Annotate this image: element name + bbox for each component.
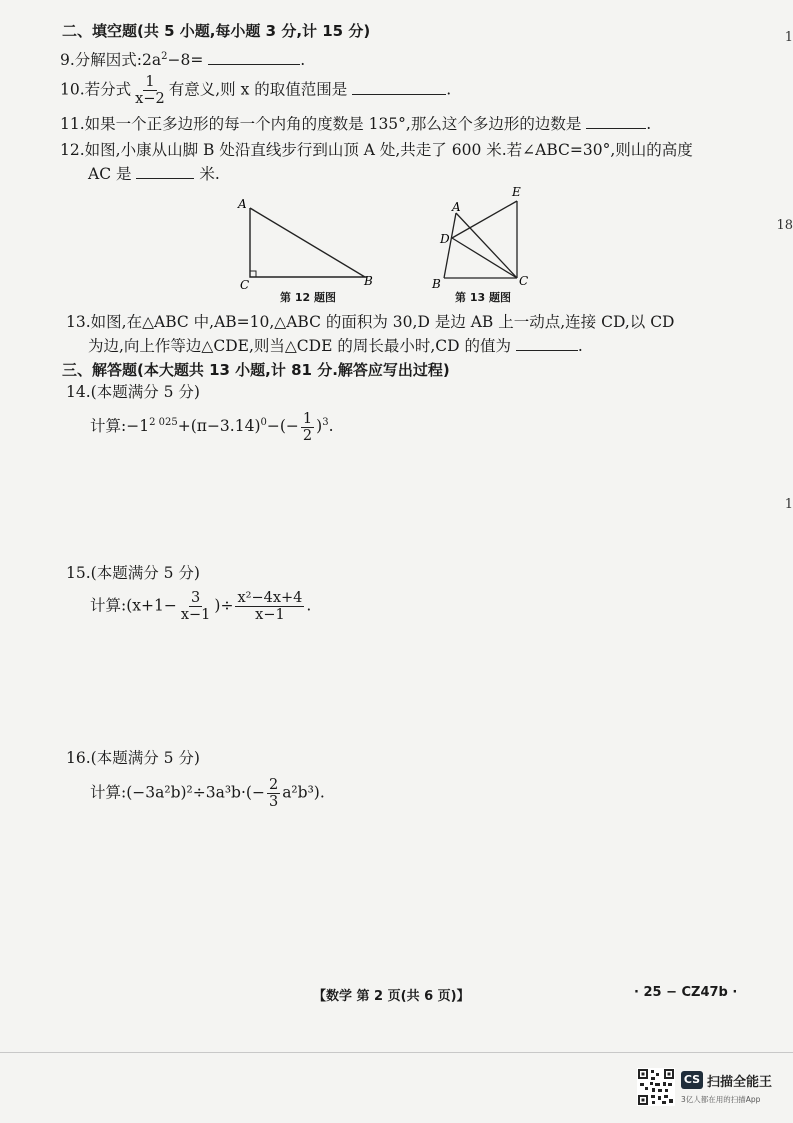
question-14-head: 14.(本题满分 5 分)	[66, 383, 200, 401]
scanner-subtitle: 3亿人都在用的扫描App	[681, 1095, 761, 1104]
question-9: 9.分解因式$:2a^2-8=$ .	[60, 44, 305, 73]
question-16-expr	[90, 777, 325, 810]
question-13-line2: 为边,向上作等边△CDE,则当△CDE 的周长最小时,CD 的值为 .	[88, 333, 583, 359]
q16-post: a²b³).	[282, 783, 325, 802]
q10-fraction	[133, 74, 167, 107]
q15-num1: 3	[191, 590, 201, 606]
q10-den: x−2	[135, 91, 165, 107]
answer-blank-13[interactable]	[516, 334, 578, 351]
fig12-right-angle	[250, 271, 256, 277]
q14-end: .	[328, 417, 334, 436]
q15-pre: 计算:(x+1−	[90, 596, 177, 615]
q15-den2: x−1	[255, 607, 285, 623]
q12-line2-pre: AC 是	[88, 165, 132, 183]
question-10: 10.若分式 $\frac{1}{x-2}$ 有意义,则 x 的取值范围是 .	[60, 74, 452, 107]
q9-sup: 2	[161, 51, 168, 62]
footer-code: · 25 − CZ47b ·	[634, 985, 738, 1000]
fig12-label-C: C	[240, 278, 250, 292]
q14-exp: 2 025	[149, 417, 178, 428]
side-number-top: 1	[784, 30, 793, 45]
q15-mid: )÷	[214, 596, 234, 615]
q14-exp0: 0	[260, 417, 267, 428]
q10-pre: 10.若分式	[60, 80, 132, 99]
fig12-label-A: A	[238, 197, 247, 211]
q14-num: 1	[302, 410, 313, 427]
q13-line2-pre: 为边,向上作等边△CDE,则当△CDE 的周长最小时,CD 的值为	[88, 337, 511, 355]
q15-fraction-2	[235, 590, 304, 623]
q10-num: 1	[145, 74, 155, 90]
scanner-logo-icon: CS	[681, 1071, 703, 1089]
answer-blank-11[interactable]	[586, 112, 646, 129]
fig12-label-B: B	[364, 274, 373, 288]
q12-line2-post: 米.	[199, 165, 220, 183]
q16-pre: 计算:(−3a²b)²÷3a³b·(−	[90, 783, 265, 802]
q15-fraction-1	[179, 590, 213, 623]
q11-text: 11.如果一个正多边形的每一个内角的度数是 135°,那么这个多边形的边数是	[60, 115, 582, 133]
q16-num: 2	[268, 777, 279, 793]
q14-mid: +(π−3.14)	[177, 417, 261, 436]
section-2-title: 二、填空题(共 5 小题,每小题 3 分,计 15 分)	[62, 22, 371, 40]
page-divider	[0, 1052, 793, 1053]
side-number-bottom: 1	[784, 497, 793, 512]
q15-den1: x−1	[180, 607, 211, 623]
q14-exp3: 3	[322, 417, 329, 428]
footer-page-info: 【数学 第 2 页(共 6 页)】	[313, 989, 470, 1004]
question-11: 11.如果一个正多边形的每一个内角的度数是 135°,那么这个多边形的边数是 .	[60, 111, 651, 137]
q15-num2: x²−4x+4	[237, 590, 303, 606]
qr-code-icon	[637, 1068, 675, 1106]
question-13-line1: 13.如图,在△ABC 中,AB=10,△ABC 的面积为 30,D 是边 AB 上一动点,连接 CD,以 CD	[66, 313, 675, 331]
answer-blank-10[interactable]	[352, 78, 446, 95]
q9-rest: −8=	[167, 51, 204, 70]
answer-blank-9[interactable]	[208, 48, 300, 65]
scanner-title: 扫描全能王	[707, 1075, 773, 1090]
question-15-head: 15.(本题满分 5 分)	[66, 564, 200, 582]
q15-end: .	[306, 596, 312, 615]
question-12-line1: 12.如图,小康从山脚 B 处沿直线步行到山顶 A 处,共走了 600 米.若∠ABC=30°,则山的高度	[60, 141, 693, 159]
fig13-caption: 第 13 题图	[455, 291, 511, 304]
q14-den: 2	[302, 427, 313, 444]
side-number-middle: 18	[776, 218, 793, 233]
fig13-label-A: A	[452, 200, 461, 214]
section-3-title: 三、解答题(本大题共 13 小题,计 81 分.解答应写出过程)	[62, 361, 450, 379]
question-16-head: 16.(本题满分 5 分)	[66, 749, 200, 767]
fig13-label-E: E	[512, 185, 521, 199]
figure-13	[428, 180, 538, 295]
fig12-triangle	[250, 208, 365, 277]
fig13-label-B: B	[432, 277, 441, 291]
q14-fraction	[301, 411, 314, 444]
q10-post: 有意义,则 x 的取值范围是	[168, 80, 348, 99]
answer-blank-12[interactable]	[136, 162, 194, 179]
question-14-expr: 计算$:-1^{2 025}+(\pi-3.14)^0-(-$ $\frac{1}{2}$ )$^3$.	[90, 410, 334, 444]
q16-fraction	[267, 777, 280, 810]
q14-pre: 计算:−1	[90, 417, 150, 436]
fig13-label-D: D	[440, 232, 450, 246]
question-15-expr	[90, 590, 311, 623]
fig12-caption: 第 12 题图	[280, 291, 336, 304]
q16-den: 3	[268, 794, 279, 810]
question-12-line2	[88, 161, 220, 187]
q14-minus: −	[266, 417, 280, 436]
fig13-label-C: C	[519, 274, 529, 288]
q9-text: 9.分解因式:2a	[60, 51, 162, 70]
